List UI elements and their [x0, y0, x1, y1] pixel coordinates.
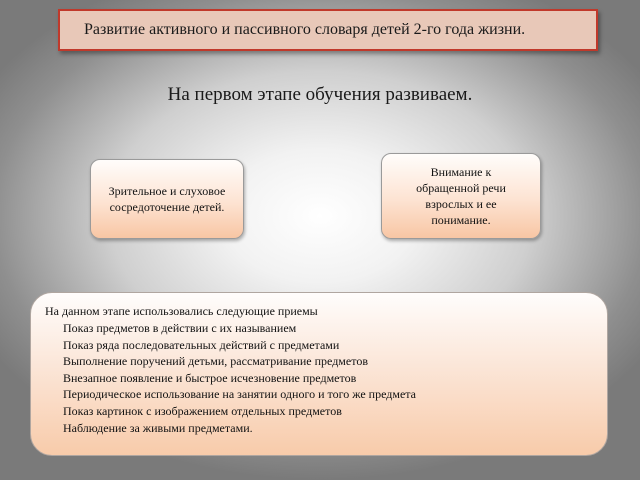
- list-item: Периодическое использование на занятии одного и того же предмета: [63, 387, 416, 402]
- left-card: [90, 159, 244, 239]
- right-card-text: Внимание к обращенной речи взрослых и ее понимание.: [416, 165, 506, 227]
- list-item: Показ ряда последовательных действий с предметами: [63, 337, 340, 352]
- right-card: [381, 153, 541, 239]
- list-item: Наблюдение за живыми предметами.: [63, 420, 253, 435]
- methods-list: [45, 320, 593, 436]
- list-item: Выполнение поручений детьми, рассматривание предметов: [63, 354, 368, 369]
- list-item: Показ предметов в действии с их называнием: [63, 321, 297, 335]
- slide-title: Развитие активного и пассивного словаря детей 2-го года жизни.: [84, 21, 526, 38]
- list-item: Внезапное появление и быстрое исчезновение предметов: [63, 370, 357, 385]
- list-item: Показ картинок с изображением отдельных предметов: [63, 403, 342, 418]
- slide-title-box: [58, 9, 598, 51]
- methods-intro: На данном этапе использовались следующие приемы: [45, 304, 318, 318]
- slide-subtitle: На первом этапе обучения развиваем.: [167, 84, 473, 105]
- methods-box: [30, 292, 608, 456]
- left-card-text: Зрительное и слуховое сосредоточение детей.: [108, 184, 226, 214]
